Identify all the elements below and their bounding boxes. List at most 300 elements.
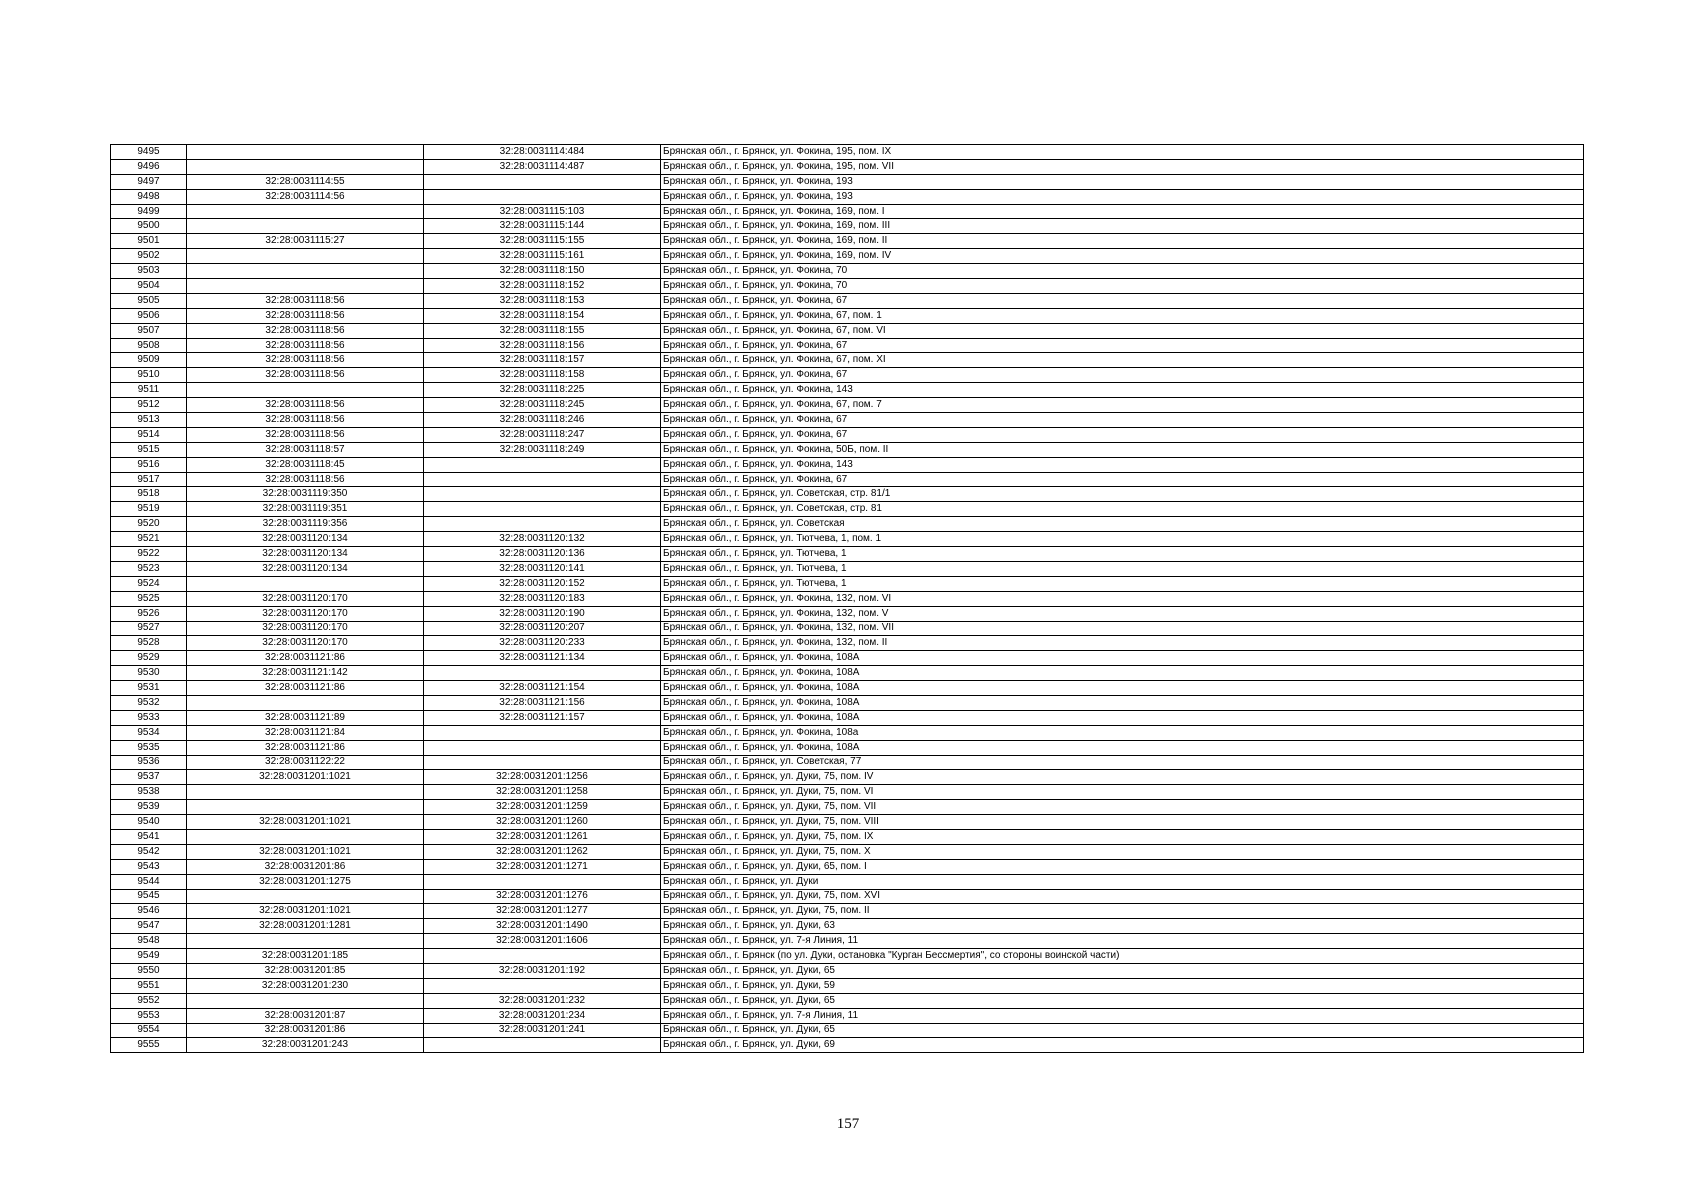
land-cadastral-number-cell: 32:28:0031118:56 — [187, 293, 424, 308]
table-row — [111, 636, 1584, 651]
address-cell: Брянская обл., г. Брянск, ул. 7-я Линия, 11 — [661, 1008, 1584, 1023]
object-cadastral-number-cell: 32:28:0031115:155 — [424, 234, 661, 249]
table-row — [111, 621, 1584, 636]
land-cadastral-number-cell: 32:28:0031118:45 — [187, 457, 424, 472]
object-cadastral-number-cell — [424, 174, 661, 189]
row-number-cell: 9524 — [111, 576, 187, 591]
address-cell: Брянская обл., г. Брянск, ул. Советская, 77 — [661, 755, 1584, 770]
table-row — [111, 547, 1584, 562]
land-cadastral-number-cell — [187, 889, 424, 904]
row-number-cell: 9513 — [111, 413, 187, 428]
land-cadastral-number-cell: 32:28:0031121:84 — [187, 725, 424, 740]
land-cadastral-number-cell — [187, 159, 424, 174]
table-row — [111, 755, 1584, 770]
row-number-cell: 9531 — [111, 681, 187, 696]
object-cadastral-number-cell: 32:28:0031120:136 — [424, 547, 661, 562]
address-cell: Брянская обл., г. Брянск, ул. Фокина, 108а — [661, 725, 1584, 740]
row-number-cell: 9551 — [111, 978, 187, 993]
object-cadastral-number-cell: 32:28:0031118:150 — [424, 264, 661, 279]
address-cell: Брянская обл., г. Брянск, ул. Фокина, 67, пом. 7 — [661, 398, 1584, 413]
address-cell: Брянская обл., г. Брянск, ул. Фокина, 193 — [661, 174, 1584, 189]
row-number-cell: 9539 — [111, 800, 187, 815]
land-cadastral-number-cell: 32:28:0031114:55 — [187, 174, 424, 189]
land-cadastral-number-cell: 32:28:0031120:170 — [187, 591, 424, 606]
address-cell: Брянская обл., г. Брянск, ул. Фокина, 70 — [661, 279, 1584, 294]
table-row — [111, 308, 1584, 323]
object-cadastral-number-cell: 32:28:0031201:1256 — [424, 770, 661, 785]
land-cadastral-number-cell: 32:28:0031118:56 — [187, 398, 424, 413]
land-cadastral-number-cell — [187, 695, 424, 710]
row-number-cell: 9541 — [111, 829, 187, 844]
address-cell: Брянская обл., г. Брянск, ул. Дуки, 75, пом. XVI — [661, 889, 1584, 904]
table-row — [111, 695, 1584, 710]
table-row — [111, 844, 1584, 859]
address-cell: Брянская обл., г. Брянск, ул. Дуки, 75, пом. IX — [661, 829, 1584, 844]
object-cadastral-number-cell — [424, 874, 661, 889]
object-cadastral-number-cell — [424, 502, 661, 517]
object-cadastral-number-cell: 32:28:0031201:1258 — [424, 785, 661, 800]
table-row — [111, 189, 1584, 204]
land-cadastral-number-cell — [187, 576, 424, 591]
table-row — [111, 1008, 1584, 1023]
table-row — [111, 159, 1584, 174]
object-cadastral-number-cell: 32:28:0031201:192 — [424, 963, 661, 978]
object-cadastral-number-cell: 32:28:0031118:247 — [424, 427, 661, 442]
land-cadastral-number-cell — [187, 993, 424, 1008]
land-cadastral-number-cell: 32:28:0031120:134 — [187, 547, 424, 562]
object-cadastral-number-cell: 32:28:0031201:1271 — [424, 859, 661, 874]
object-cadastral-number-cell: 32:28:0031201:1490 — [424, 919, 661, 934]
object-cadastral-number-cell: 32:28:0031120:183 — [424, 591, 661, 606]
land-cadastral-number-cell: 32:28:0031201:1021 — [187, 770, 424, 785]
row-number-cell: 9500 — [111, 219, 187, 234]
row-number-cell: 9535 — [111, 740, 187, 755]
object-cadastral-number-cell — [424, 978, 661, 993]
row-number-cell: 9495 — [111, 145, 187, 160]
object-cadastral-number-cell — [424, 517, 661, 532]
table-row — [111, 323, 1584, 338]
row-number-cell: 9514 — [111, 427, 187, 442]
row-number-cell: 9538 — [111, 785, 187, 800]
object-cadastral-number-cell: 32:28:0031120:233 — [424, 636, 661, 651]
row-number-cell: 9503 — [111, 264, 187, 279]
table-row — [111, 606, 1584, 621]
address-cell: Брянская обл., г. Брянск, ул. 7-я Линия, 11 — [661, 934, 1584, 949]
address-cell: Брянская обл., г. Брянск, ул. Дуки, 65 — [661, 963, 1584, 978]
land-cadastral-number-cell: 32:28:0031121:142 — [187, 666, 424, 681]
row-number-cell: 9542 — [111, 844, 187, 859]
row-number-cell: 9534 — [111, 725, 187, 740]
row-number-cell: 9519 — [111, 502, 187, 517]
table-row — [111, 219, 1584, 234]
table-row — [111, 413, 1584, 428]
address-cell: Брянская обл., г. Брянск, ул. Фокина, 108А — [661, 651, 1584, 666]
table-row — [111, 487, 1584, 502]
table-row — [111, 517, 1584, 532]
row-number-cell: 9522 — [111, 547, 187, 562]
object-cadastral-number-cell: 32:28:0031114:487 — [424, 159, 661, 174]
land-cadastral-number-cell: 32:28:0031201:87 — [187, 1008, 424, 1023]
address-cell: Брянская обл., г. Брянск, ул. Тютчева, 1 — [661, 561, 1584, 576]
land-cadastral-number-cell: 32:28:0031201:85 — [187, 963, 424, 978]
address-cell: Брянская обл., г. Брянск, ул. Дуки, 59 — [661, 978, 1584, 993]
land-cadastral-number-cell: 32:28:0031118:56 — [187, 353, 424, 368]
address-cell: Брянская обл., г. Брянск, ул. Тютчева, 1 — [661, 547, 1584, 562]
land-cadastral-number-cell: 32:28:0031115:27 — [187, 234, 424, 249]
row-number-cell: 9545 — [111, 889, 187, 904]
register-table-body — [111, 145, 1584, 1053]
address-cell: Брянская обл., г. Брянск, ул. Фокина, 108А — [661, 710, 1584, 725]
land-cadastral-number-cell: 32:28:0031201:86 — [187, 1023, 424, 1038]
object-cadastral-number-cell: 32:28:0031201:234 — [424, 1008, 661, 1023]
table-row — [111, 561, 1584, 576]
object-cadastral-number-cell — [424, 740, 661, 755]
land-cadastral-number-cell: 32:28:0031120:170 — [187, 606, 424, 621]
land-cadastral-number-cell: 32:28:0031201:185 — [187, 949, 424, 964]
land-cadastral-number-cell: 32:28:0031120:134 — [187, 532, 424, 547]
address-cell: Брянская обл., г. Брянск, ул. Фокина, 169, пом. IV — [661, 249, 1584, 264]
address-cell: Брянская обл., г. Брянск, ул. Фокина, 193 — [661, 189, 1584, 204]
row-number-cell: 9529 — [111, 651, 187, 666]
table-row — [111, 204, 1584, 219]
object-cadastral-number-cell: 32:28:0031115:103 — [424, 204, 661, 219]
row-number-cell: 9525 — [111, 591, 187, 606]
land-cadastral-number-cell: 32:28:0031201:1021 — [187, 844, 424, 859]
land-cadastral-number-cell: 32:28:0031119:350 — [187, 487, 424, 502]
object-cadastral-number-cell: 32:28:0031118:152 — [424, 279, 661, 294]
address-cell: Брянская обл., г. Брянск, ул. Фокина, 132, пом. VI — [661, 591, 1584, 606]
table-row — [111, 383, 1584, 398]
table-row — [111, 472, 1584, 487]
land-cadastral-number-cell: 32:28:0031201:86 — [187, 859, 424, 874]
row-number-cell: 9550 — [111, 963, 187, 978]
address-cell: Брянская обл., г. Брянск, ул. Дуки, 69 — [661, 1038, 1584, 1053]
object-cadastral-number-cell — [424, 755, 661, 770]
land-cadastral-number-cell — [187, 145, 424, 160]
row-number-cell: 9553 — [111, 1008, 187, 1023]
row-number-cell: 9507 — [111, 323, 187, 338]
row-number-cell: 9546 — [111, 904, 187, 919]
address-cell: Брянская обл., г. Брянск, ул. Фокина, 169, пом. I — [661, 204, 1584, 219]
table-row — [111, 1038, 1584, 1053]
land-cadastral-number-cell: 32:28:0031118:57 — [187, 442, 424, 457]
object-cadastral-number-cell: 32:28:0031115:144 — [424, 219, 661, 234]
object-cadastral-number-cell — [424, 487, 661, 502]
address-cell: Брянская обл., г. Брянск, ул. Дуки, 75, пом. II — [661, 904, 1584, 919]
land-cadastral-number-cell — [187, 829, 424, 844]
address-cell: Брянская обл., г. Брянск, ул. Дуки, 63 — [661, 919, 1584, 934]
object-cadastral-number-cell: 32:28:0031118:153 — [424, 293, 661, 308]
object-cadastral-number-cell: 32:28:0031201:1259 — [424, 800, 661, 815]
table-row — [111, 457, 1584, 472]
row-number-cell: 9530 — [111, 666, 187, 681]
address-cell: Брянская обл., г. Брянск, ул. Фокина, 143 — [661, 383, 1584, 398]
land-cadastral-number-cell: 32:28:0031118:56 — [187, 413, 424, 428]
address-cell: Брянская обл., г. Брянск, ул. Фокина, 195, пом. IX — [661, 145, 1584, 160]
row-number-cell: 9540 — [111, 815, 187, 830]
row-number-cell: 9537 — [111, 770, 187, 785]
address-cell: Брянская обл., г. Брянск, ул. Фокина, 195, пом. VII — [661, 159, 1584, 174]
object-cadastral-number-cell: 32:28:0031118:155 — [424, 323, 661, 338]
land-cadastral-number-cell — [187, 785, 424, 800]
object-cadastral-number-cell — [424, 457, 661, 472]
object-cadastral-number-cell: 32:28:0031201:241 — [424, 1023, 661, 1038]
object-cadastral-number-cell — [424, 1038, 661, 1053]
address-cell: Брянская обл., г. Брянск, ул. Фокина, 132, пом. VII — [661, 621, 1584, 636]
cadastral-register-table — [110, 144, 1584, 1053]
address-cell: Брянская обл., г. Брянск, ул. Советская — [661, 517, 1584, 532]
table-row — [111, 859, 1584, 874]
table-row — [111, 368, 1584, 383]
object-cadastral-number-cell: 32:28:0031201:1261 — [424, 829, 661, 844]
table-row — [111, 934, 1584, 949]
land-cadastral-number-cell: 32:28:0031118:56 — [187, 427, 424, 442]
object-cadastral-number-cell: 32:28:0031201:232 — [424, 993, 661, 1008]
address-cell: Брянская обл., г. Брянск, ул. Фокина, 67 — [661, 368, 1584, 383]
table-row — [111, 1023, 1584, 1038]
address-cell: Брянская обл., г. Брянск, ул. Дуки — [661, 874, 1584, 889]
object-cadastral-number-cell: 32:28:0031121:134 — [424, 651, 661, 666]
land-cadastral-number-cell — [187, 934, 424, 949]
page-number: 157 — [836, 1116, 860, 1132]
table-row — [111, 978, 1584, 993]
row-number-cell: 9502 — [111, 249, 187, 264]
address-cell: Брянская обл., г. Брянск, ул. Фокина, 169, пом. II — [661, 234, 1584, 249]
table-row — [111, 770, 1584, 785]
object-cadastral-number-cell: 32:28:0031118:246 — [424, 413, 661, 428]
land-cadastral-number-cell: 32:28:0031119:351 — [187, 502, 424, 517]
row-number-cell: 9536 — [111, 755, 187, 770]
address-cell: Брянская обл., г. Брянск (по ул. Дуки, остановка "Курган Бессмертия", со стороны воинской части) — [661, 949, 1584, 964]
row-number-cell: 9523 — [111, 561, 187, 576]
land-cadastral-number-cell: 32:28:0031201:1021 — [187, 815, 424, 830]
land-cadastral-number-cell: 32:28:0031118:56 — [187, 338, 424, 353]
land-cadastral-number-cell: 32:28:0031120:170 — [187, 636, 424, 651]
land-cadastral-number-cell — [187, 219, 424, 234]
row-number-cell: 9554 — [111, 1023, 187, 1038]
address-cell: Брянская обл., г. Брянск, ул. Фокина, 108А — [661, 695, 1584, 710]
object-cadastral-number-cell: 32:28:0031118:225 — [424, 383, 661, 398]
table-row — [111, 145, 1584, 160]
land-cadastral-number-cell: 32:28:0031119:356 — [187, 517, 424, 532]
address-cell: Брянская обл., г. Брянск, ул. Дуки, 75, пом. VII — [661, 800, 1584, 815]
row-number-cell: 9498 — [111, 189, 187, 204]
land-cadastral-number-cell: 32:28:0031121:89 — [187, 710, 424, 725]
table-row — [111, 889, 1584, 904]
table-row — [111, 338, 1584, 353]
table-row — [111, 740, 1584, 755]
table-row — [111, 502, 1584, 517]
object-cadastral-number-cell — [424, 725, 661, 740]
address-cell: Брянская обл., г. Брянск, ул. Фокина, 67, пом. XI — [661, 353, 1584, 368]
object-cadastral-number-cell: 32:28:0031118:245 — [424, 398, 661, 413]
object-cadastral-number-cell: 32:28:0031120:190 — [424, 606, 661, 621]
row-number-cell: 9516 — [111, 457, 187, 472]
address-cell: Брянская обл., г. Брянск, ул. Дуки, 75, пом. VI — [661, 785, 1584, 800]
row-number-cell: 9501 — [111, 234, 187, 249]
row-number-cell: 9506 — [111, 308, 187, 323]
object-cadastral-number-cell — [424, 472, 661, 487]
table-row — [111, 249, 1584, 264]
table-row — [111, 829, 1584, 844]
land-cadastral-number-cell: 32:28:0031120:170 — [187, 621, 424, 636]
land-cadastral-number-cell — [187, 249, 424, 264]
land-cadastral-number-cell: 32:28:0031121:86 — [187, 740, 424, 755]
row-number-cell: 9533 — [111, 710, 187, 725]
land-cadastral-number-cell: 32:28:0031118:56 — [187, 368, 424, 383]
object-cadastral-number-cell: 32:28:0031118:156 — [424, 338, 661, 353]
address-cell: Брянская обл., г. Брянск, ул. Фокина, 67, пом. 1 — [661, 308, 1584, 323]
address-cell: Брянская обл., г. Брянск, ул. Фокина, 169, пом. III — [661, 219, 1584, 234]
address-cell: Брянская обл., г. Брянск, ул. Дуки, 65, пом. I — [661, 859, 1584, 874]
address-cell: Брянская обл., г. Брянск, ул. Дуки, 75, пом. X — [661, 844, 1584, 859]
row-number-cell: 9510 — [111, 368, 187, 383]
row-number-cell: 9552 — [111, 993, 187, 1008]
table-row — [111, 815, 1584, 830]
table-row — [111, 963, 1584, 978]
object-cadastral-number-cell: 32:28:0031118:157 — [424, 353, 661, 368]
table-row — [111, 725, 1584, 740]
row-number-cell: 9496 — [111, 159, 187, 174]
row-number-cell: 9544 — [111, 874, 187, 889]
object-cadastral-number-cell: 32:28:0031120:152 — [424, 576, 661, 591]
land-cadastral-number-cell — [187, 800, 424, 815]
table-row — [111, 919, 1584, 934]
address-cell: Брянская обл., г. Брянск, ул. Фокина, 67 — [661, 338, 1584, 353]
land-cadastral-number-cell: 32:28:0031118:56 — [187, 323, 424, 338]
row-number-cell: 9509 — [111, 353, 187, 368]
land-cadastral-number-cell: 32:28:0031201:1281 — [187, 919, 424, 934]
table-row — [111, 800, 1584, 815]
land-cadastral-number-cell: 32:28:0031114:56 — [187, 189, 424, 204]
object-cadastral-number-cell: 32:28:0031114:484 — [424, 145, 661, 160]
row-number-cell: 9518 — [111, 487, 187, 502]
object-cadastral-number-cell: 32:28:0031201:1260 — [424, 815, 661, 830]
object-cadastral-number-cell: 32:28:0031201:1277 — [424, 904, 661, 919]
object-cadastral-number-cell: 32:28:0031201:1276 — [424, 889, 661, 904]
land-cadastral-number-cell — [187, 383, 424, 398]
table-row — [111, 174, 1584, 189]
address-cell: Брянская обл., г. Брянск, ул. Дуки, 65 — [661, 993, 1584, 1008]
row-number-cell: 9532 — [111, 695, 187, 710]
address-cell: Брянская обл., г. Брянск, ул. Фокина, 50Б, пом. II — [661, 442, 1584, 457]
table-row — [111, 651, 1584, 666]
object-cadastral-number-cell: 32:28:0031120:207 — [424, 621, 661, 636]
object-cadastral-number-cell — [424, 189, 661, 204]
object-cadastral-number-cell: 32:28:0031120:132 — [424, 532, 661, 547]
address-cell: Брянская обл., г. Брянск, ул. Фокина, 132, пом. V — [661, 606, 1584, 621]
object-cadastral-number-cell — [424, 666, 661, 681]
address-cell: Брянская обл., г. Брянск, ул. Дуки, 75, пом. VIII — [661, 815, 1584, 830]
address-cell: Брянская обл., г. Брянск, ул. Фокина, 67, пом. VI — [661, 323, 1584, 338]
address-cell: Брянская обл., г. Брянск, ул. Фокина, 67 — [661, 293, 1584, 308]
row-number-cell: 9505 — [111, 293, 187, 308]
object-cadastral-number-cell: 32:28:0031201:1262 — [424, 844, 661, 859]
object-cadastral-number-cell: 32:28:0031121:154 — [424, 681, 661, 696]
row-number-cell: 9520 — [111, 517, 187, 532]
table-row — [111, 993, 1584, 1008]
table-row — [111, 442, 1584, 457]
address-cell: Брянская обл., г. Брянск, ул. Советская, стр. 81 — [661, 502, 1584, 517]
table-row — [111, 666, 1584, 681]
address-cell: Брянская обл., г. Брянск, ул. Фокина, 132, пом. II — [661, 636, 1584, 651]
address-cell: Брянская обл., г. Брянск, ул. Дуки, 65 — [661, 1023, 1584, 1038]
address-cell: Брянская обл., г. Брянск, ул. Тютчева, 1 — [661, 576, 1584, 591]
land-cadastral-number-cell — [187, 279, 424, 294]
table-row — [111, 532, 1584, 547]
object-cadastral-number-cell: 32:28:0031120:141 — [424, 561, 661, 576]
row-number-cell: 9499 — [111, 204, 187, 219]
table-row — [111, 949, 1584, 964]
address-cell: Брянская обл., г. Брянск, ул. Советская, стр. 81/1 — [661, 487, 1584, 502]
land-cadastral-number-cell: 32:28:0031201:243 — [187, 1038, 424, 1053]
table-row — [111, 398, 1584, 413]
land-cadastral-number-cell — [187, 264, 424, 279]
row-number-cell: 9527 — [111, 621, 187, 636]
row-number-cell: 9555 — [111, 1038, 187, 1053]
table-row — [111, 264, 1584, 279]
address-cell: Брянская обл., г. Брянск, ул. Фокина, 108А — [661, 681, 1584, 696]
land-cadastral-number-cell: 32:28:0031118:56 — [187, 472, 424, 487]
land-cadastral-number-cell: 32:28:0031121:86 — [187, 651, 424, 666]
object-cadastral-number-cell: 32:28:0031121:157 — [424, 710, 661, 725]
table-row — [111, 279, 1584, 294]
land-cadastral-number-cell: 32:28:0031118:56 — [187, 308, 424, 323]
object-cadastral-number-cell: 32:28:0031115:161 — [424, 249, 661, 264]
table-row — [111, 427, 1584, 442]
land-cadastral-number-cell: 32:28:0031121:86 — [187, 681, 424, 696]
table-row — [111, 874, 1584, 889]
row-number-cell: 9528 — [111, 636, 187, 651]
land-cadastral-number-cell: 32:28:0031201:230 — [187, 978, 424, 993]
address-cell: Брянская обл., г. Брянск, ул. Дуки, 75, пом. IV — [661, 770, 1584, 785]
row-number-cell: 9504 — [111, 279, 187, 294]
row-number-cell: 9521 — [111, 532, 187, 547]
table-row — [111, 785, 1584, 800]
table-row — [111, 576, 1584, 591]
row-number-cell: 9515 — [111, 442, 187, 457]
object-cadastral-number-cell — [424, 949, 661, 964]
object-cadastral-number-cell: 32:28:0031118:154 — [424, 308, 661, 323]
land-cadastral-number-cell: 32:28:0031122:22 — [187, 755, 424, 770]
row-number-cell: 9526 — [111, 606, 187, 621]
address-cell: Брянская обл., г. Брянск, ул. Фокина, 143 — [661, 457, 1584, 472]
row-number-cell: 9547 — [111, 919, 187, 934]
table-row — [111, 681, 1584, 696]
row-number-cell: 9517 — [111, 472, 187, 487]
table-row — [111, 234, 1584, 249]
address-cell: Брянская обл., г. Брянск, ул. Фокина, 108А — [661, 666, 1584, 681]
table-row — [111, 353, 1584, 368]
land-cadastral-number-cell: 32:28:0031201:1275 — [187, 874, 424, 889]
object-cadastral-number-cell: 32:28:0031201:1606 — [424, 934, 661, 949]
land-cadastral-number-cell: 32:28:0031201:1021 — [187, 904, 424, 919]
table-row — [111, 904, 1584, 919]
address-cell: Брянская обл., г. Брянск, ул. Фокина, 70 — [661, 264, 1584, 279]
address-cell: Брянская обл., г. Брянск, ул. Фокина, 67 — [661, 427, 1584, 442]
row-number-cell: 9511 — [111, 383, 187, 398]
object-cadastral-number-cell: 32:28:0031121:156 — [424, 695, 661, 710]
table-row — [111, 710, 1584, 725]
row-number-cell: 9549 — [111, 949, 187, 964]
land-cadastral-number-cell — [187, 204, 424, 219]
address-cell: Брянская обл., г. Брянск, ул. Фокина, 67 — [661, 472, 1584, 487]
address-cell: Брянская обл., г. Брянск, ул. Тютчева, 1, пом. 1 — [661, 532, 1584, 547]
object-cadastral-number-cell: 32:28:0031118:249 — [424, 442, 661, 457]
row-number-cell: 9543 — [111, 859, 187, 874]
row-number-cell: 9548 — [111, 934, 187, 949]
address-cell: Брянская обл., г. Брянск, ул. Фокина, 67 — [661, 413, 1584, 428]
